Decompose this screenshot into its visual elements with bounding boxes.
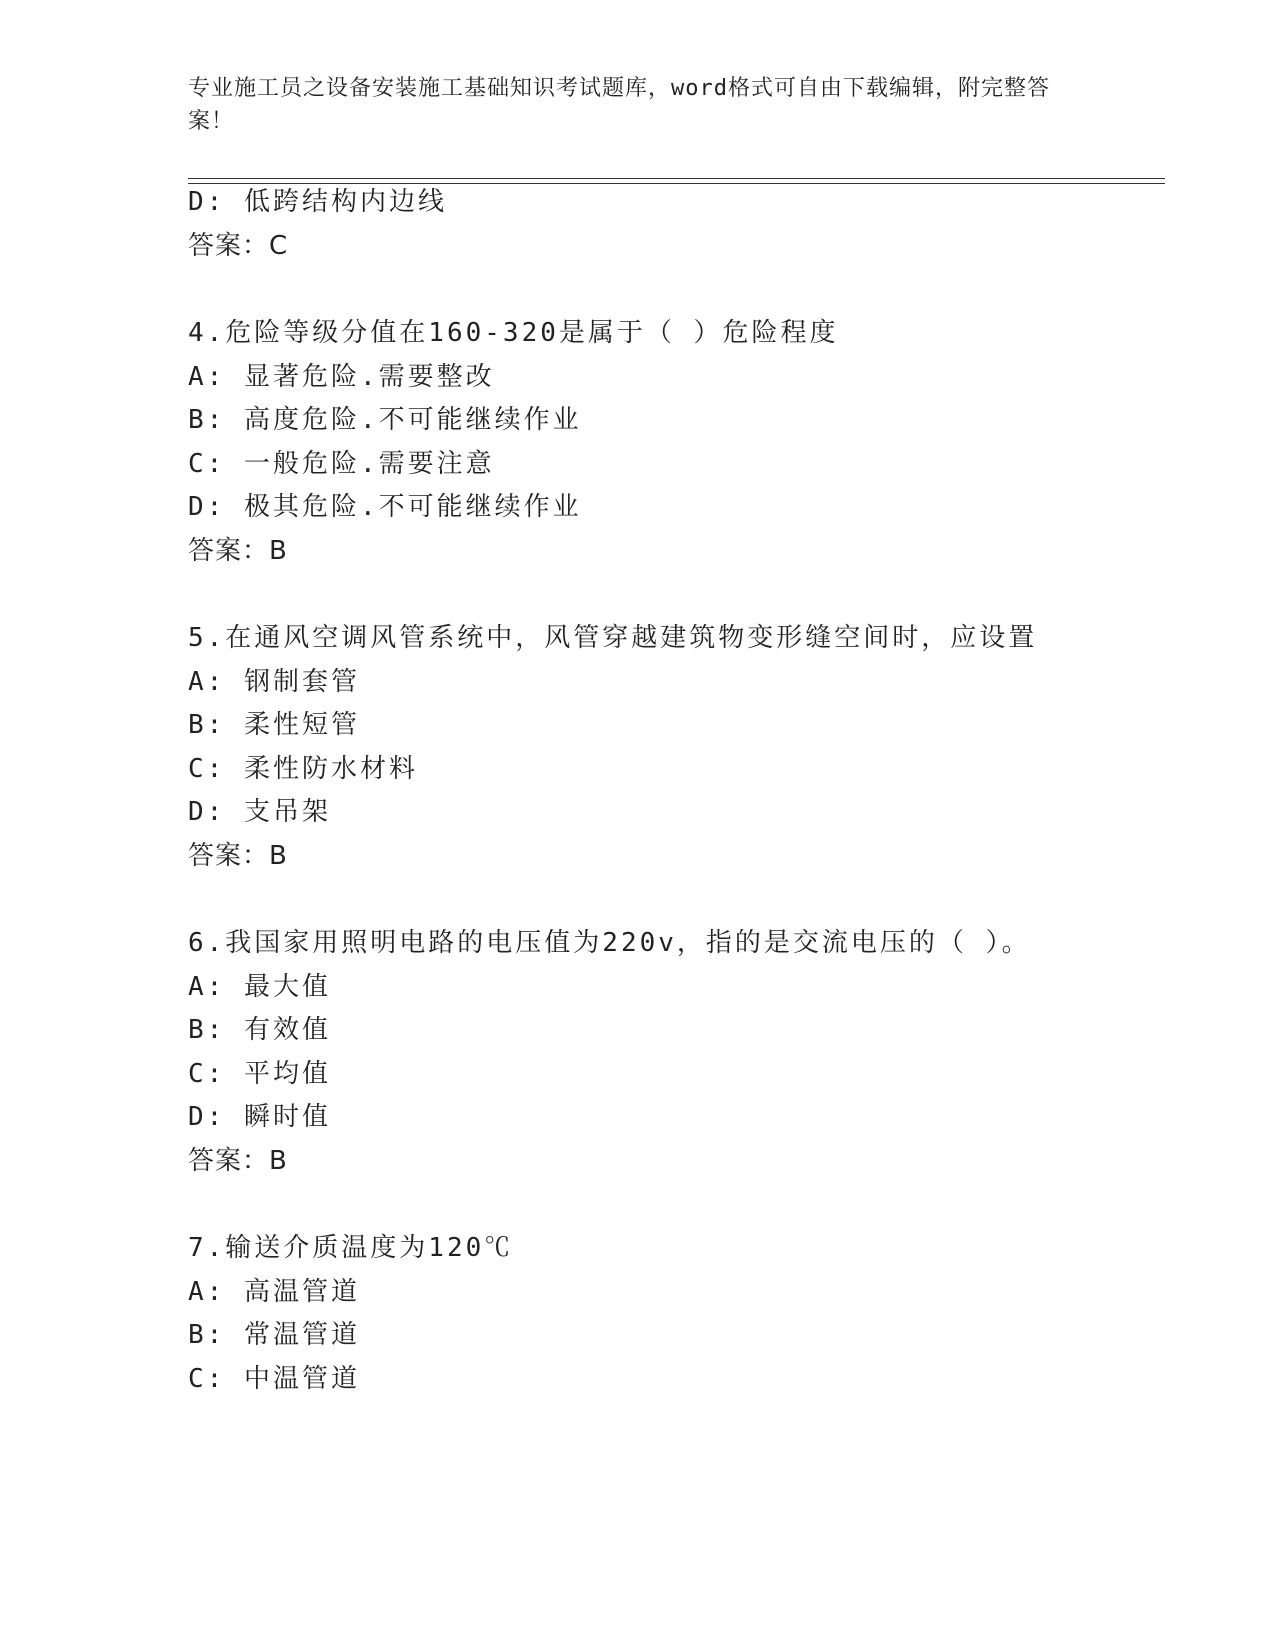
question-6-option-b: B: 有效值 — [188, 1015, 331, 1045]
question-7-option-a: A: 高温管道 — [188, 1277, 360, 1307]
question-7-option-c: C: 中温管道 — [188, 1364, 360, 1394]
question-6-option-c: C: 平均值 — [188, 1059, 331, 1089]
question-6-answer: 答案：B — [188, 1146, 288, 1176]
question-5-option-a: A: 钢制套管 — [188, 667, 360, 697]
question-6-option-a: A: 最大值 — [188, 972, 331, 1002]
question-4-option-a: A: 显著危险.需要整改 — [188, 362, 495, 392]
header-rule-top — [188, 178, 1165, 179]
document-header: 专业施工员之设备安装施工基础知识考试题库，word格式可自由下载编辑，附完整答案！ — [188, 76, 1050, 134]
question-4-stem: 4.危险等级分值在160-320是属于（ ）危险程度 — [188, 318, 839, 348]
question-5-option-d: D: 支吊架 — [188, 797, 331, 827]
question-7-stem: 7.输送介质温度为120℃ — [188, 1233, 514, 1263]
prev-question-answer: 答案：C — [188, 231, 289, 261]
question-4-answer: 答案：B — [188, 536, 288, 566]
question-5-answer: 答案：B — [188, 841, 288, 871]
question-6-stem: 6.我国家用照明电路的电压值为220v，指的是交流电压的（ ）。 — [188, 928, 1031, 958]
question-5-stem: 5.在通风空调风管系统中，风管穿越建筑物变形缝空间时，应设置 — [188, 623, 1038, 653]
prev-question-option-d: D: 低跨结构内边线 — [188, 187, 447, 217]
question-5-option-c: C: 柔性防水材料 — [188, 754, 418, 784]
question-4-option-b: B: 高度危险.不可能继续作业 — [188, 405, 582, 435]
question-7-option-b: B: 常温管道 — [188, 1320, 360, 1350]
header-rule-bottom — [188, 183, 1165, 184]
question-4-option-c: C: 一般危险.需要注意 — [188, 449, 495, 479]
question-4-option-d: D: 极其危险.不可能继续作业 — [188, 492, 582, 522]
question-5-option-b: B: 柔性短管 — [188, 710, 360, 740]
question-6-option-d: D: 瞬时值 — [188, 1102, 331, 1132]
